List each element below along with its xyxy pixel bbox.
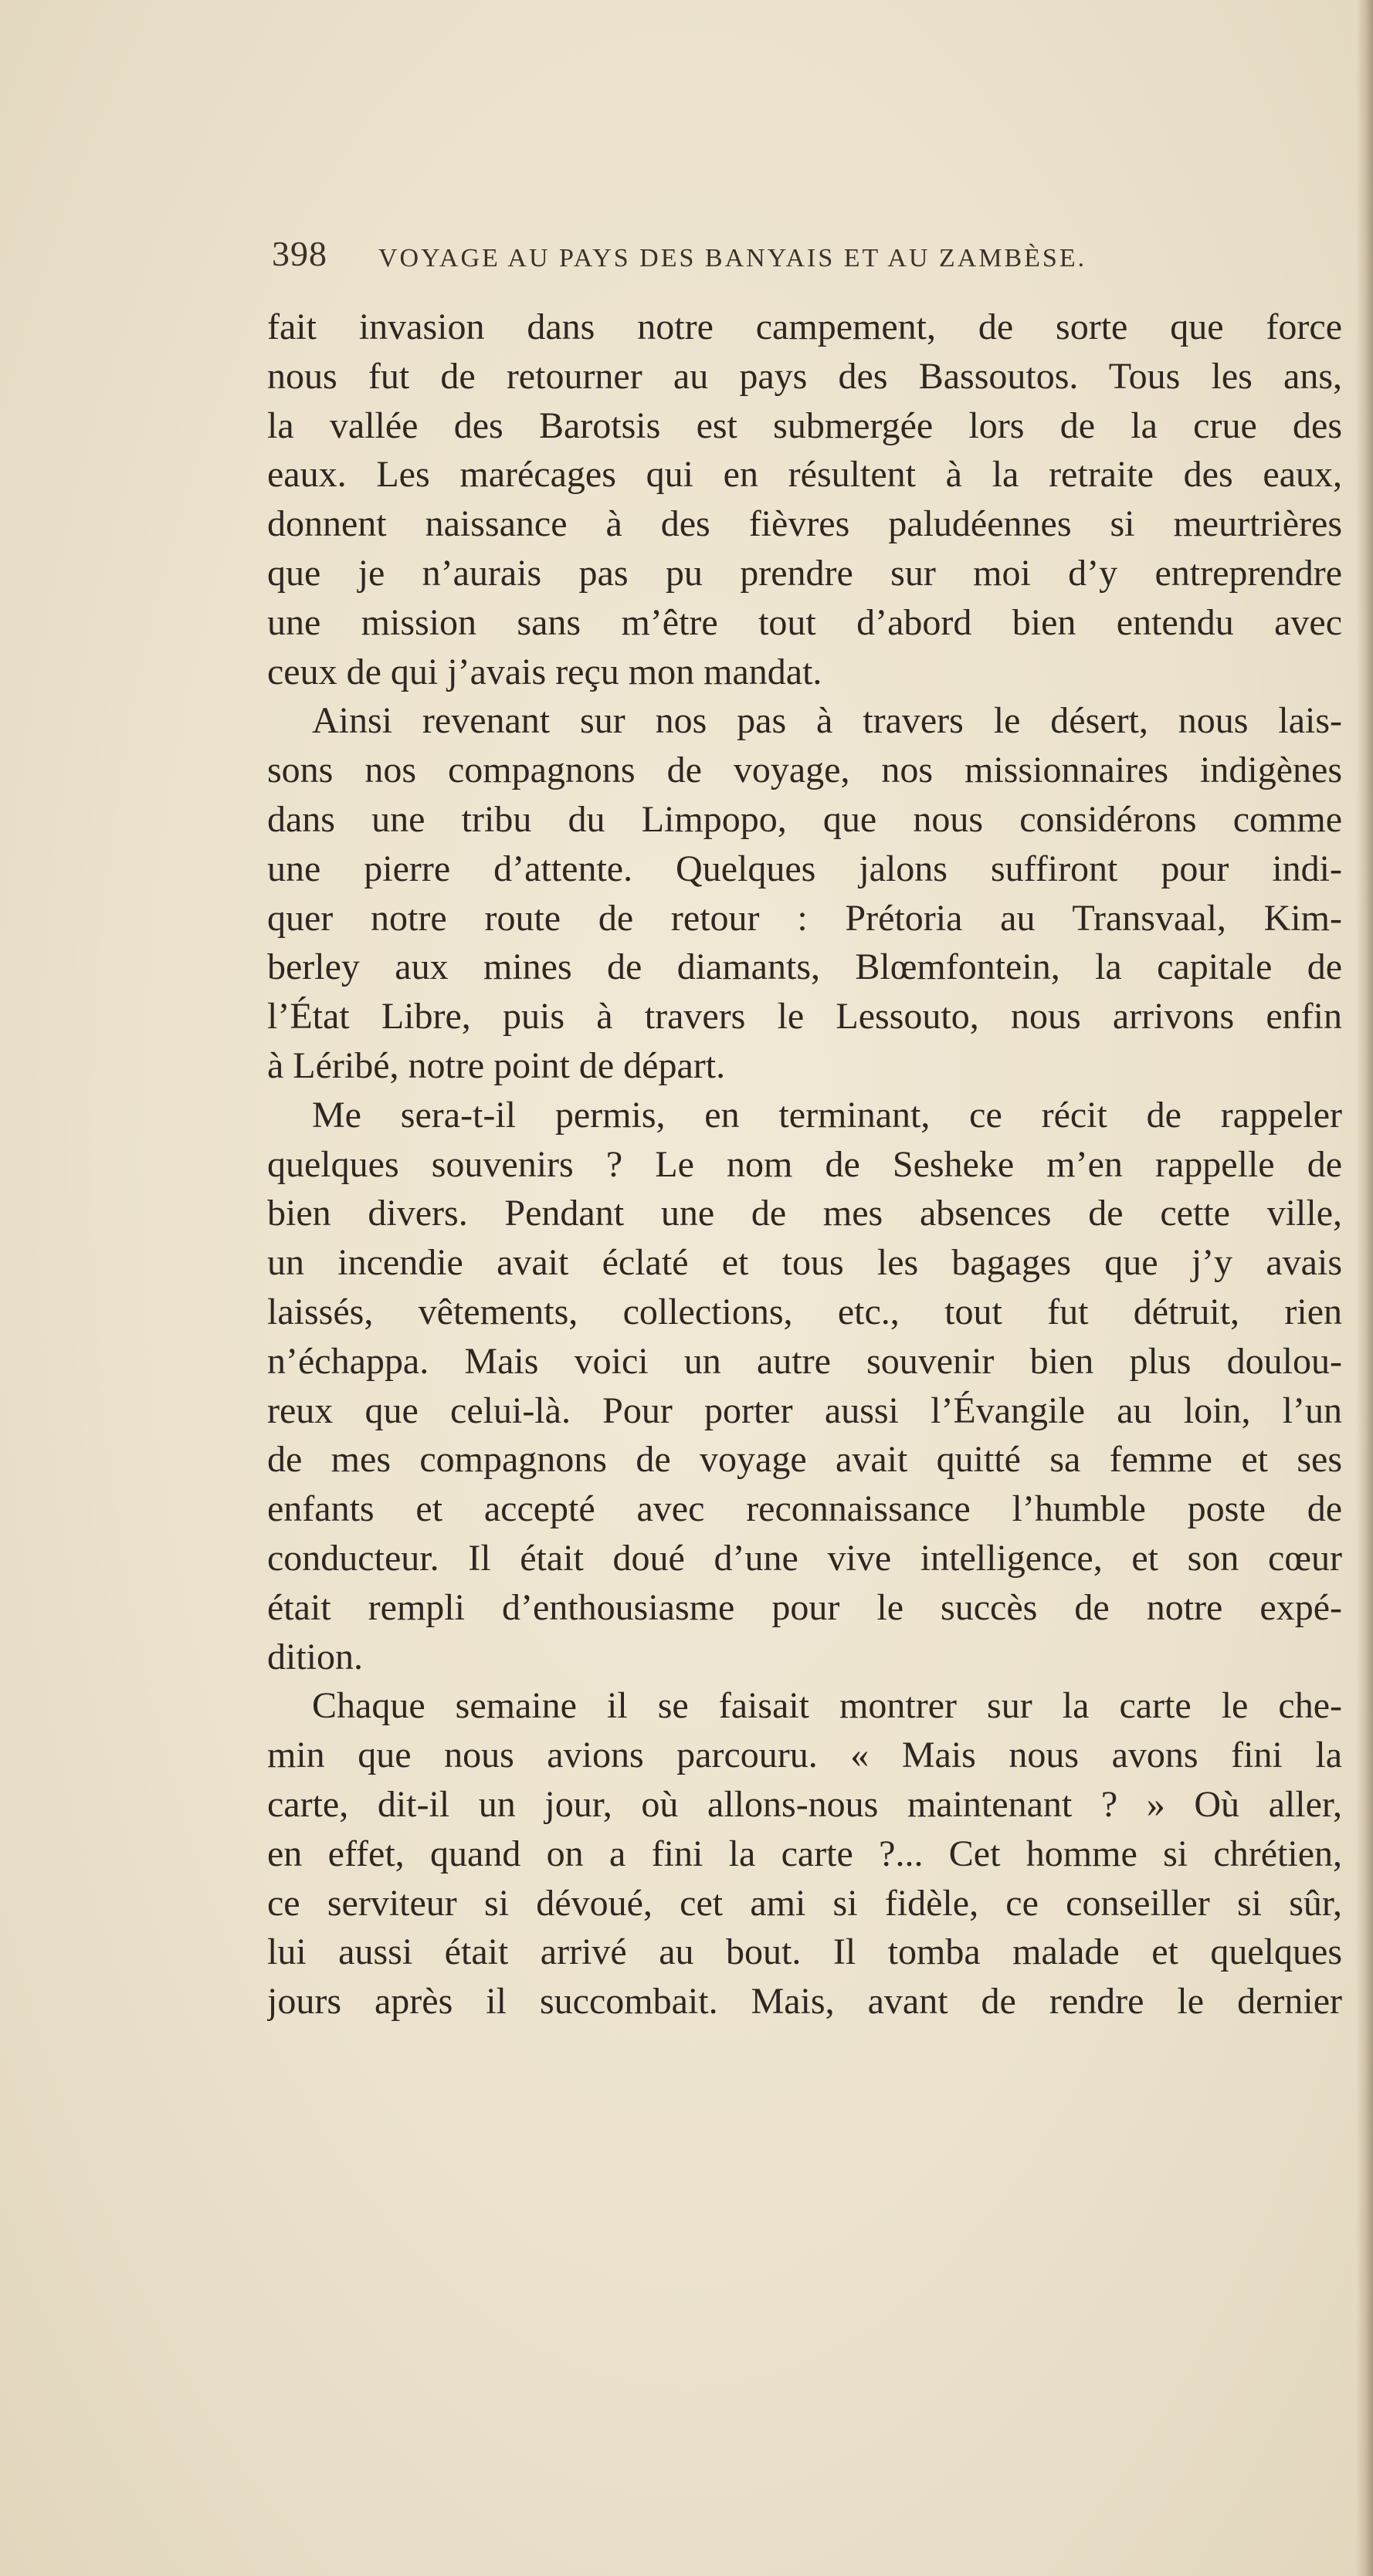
running-head: VOYAGE AU PAYS DES BANYAIS ET AU ZAMBÈSE. — [378, 244, 1087, 272]
text-line: carte, dit-il un jour, où allons-nous maintenant ? » Où aller, — [267, 1783, 1342, 1825]
text-line: berley aux mines de diamants, Blœmfontein, la capitale de — [267, 946, 1342, 988]
text-line: dans une tribu du Limpopo, que nous considérons comme — [267, 798, 1342, 840]
text-line: fait invasion dans notre campement, de sorte que force — [267, 306, 1342, 347]
text-line: reux que celui-là. Pour porter aussi l’Évangile au loin, l’un — [267, 1390, 1342, 1431]
text-line: à Léribé, notre point de départ. — [267, 1044, 726, 1086]
text-line: la vallée des Barotsis est submergée lors de la crue des — [267, 405, 1342, 446]
text-line: sons nos compagnons de voyage, nos missionnaires indigènes — [267, 750, 1342, 791]
text-line: une pierre d’attente. Quelques jalons suffiront pour indi- — [267, 848, 1342, 889]
text-line: n’échappa. Mais voici un autre souvenir bien plus doulou- — [267, 1340, 1342, 1382]
text-line: lui aussi était arrivé au bout. Il tomba malade et quelques — [267, 1931, 1342, 1973]
text-line: enfants et accepté avec reconnaissance l’humble poste de — [267, 1488, 1342, 1530]
text-line: donnent naissance à des fièvres paludéennes si meurtrières — [267, 503, 1342, 545]
text-line: nous fut de retourner au pays des Bassoutos. Tous les ans, — [267, 355, 1342, 397]
text-line: une mission sans m’être tout d’abord bien entendu avec — [267, 601, 1342, 643]
text-line: l’État Libre, puis à travers le Lessouto, nous arrivons enfin — [267, 996, 1342, 1038]
text-line: bien divers. Pendant une de mes absences de cette ville, — [267, 1193, 1342, 1234]
text-line: que je n’aurais pas pu prendre sur moi d’y entreprendre — [267, 552, 1342, 594]
page-number: 398 — [272, 234, 327, 273]
text-line: quer notre route de retour : Prétoria au Transvaal, Kim- — [267, 897, 1342, 939]
page-edge-shadow — [1356, 0, 1373, 2576]
text-line: était rempli d’enthousiasme pour le succès de notre expé- — [267, 1586, 1342, 1628]
paragraph-start-line: Me sera-t-il permis, en terminant, ce récit de rappeler — [312, 1094, 1342, 1136]
body-text — [267, 303, 1342, 2026]
text-line: min que nous avions parcouru. « Mais nous avons fini la — [267, 1735, 1342, 1776]
text-line: quelques souvenirs ? Le nom de Sesheke m’en rappelle de — [267, 1143, 1342, 1185]
text-line: de mes compagnons de voyage avait quitté sa femme et ses — [267, 1439, 1342, 1481]
text-line: jours après il succombait. Mais, avant de rendre le dernier — [267, 1981, 1342, 2023]
text-line: un incendie avait éclaté et tous les bagages que j’y avais — [267, 1242, 1342, 1284]
text-line: eaux. Les marécages qui en résultent à la retraite des eaux, — [267, 454, 1342, 496]
text-line: laissés, vêtements, collections, etc., tout fut détruit, rien — [267, 1291, 1342, 1332]
text-line: dition. — [267, 1636, 364, 1677]
text-line: conducteur. Il était doué d’une vive intelligence, et son cœur — [267, 1537, 1342, 1579]
paragraph-start-line: Chaque semaine il se faisait montrer sur la carte le che- — [312, 1685, 1342, 1727]
text-line: ceux de qui j’avais reçu mon mandat. — [267, 651, 822, 692]
paragraph-start-line: Ainsi revenant sur nos pas à travers le désert, nous lais- — [312, 700, 1342, 742]
page-header — [272, 233, 1337, 295]
text-line: en effet, quand on a fini la carte ?... Cet homme si chrétien, — [267, 1833, 1342, 1874]
text-line: ce serviteur si dévoué, cet ami si fidèle, ce conseiller si sûr, — [267, 1882, 1342, 1924]
